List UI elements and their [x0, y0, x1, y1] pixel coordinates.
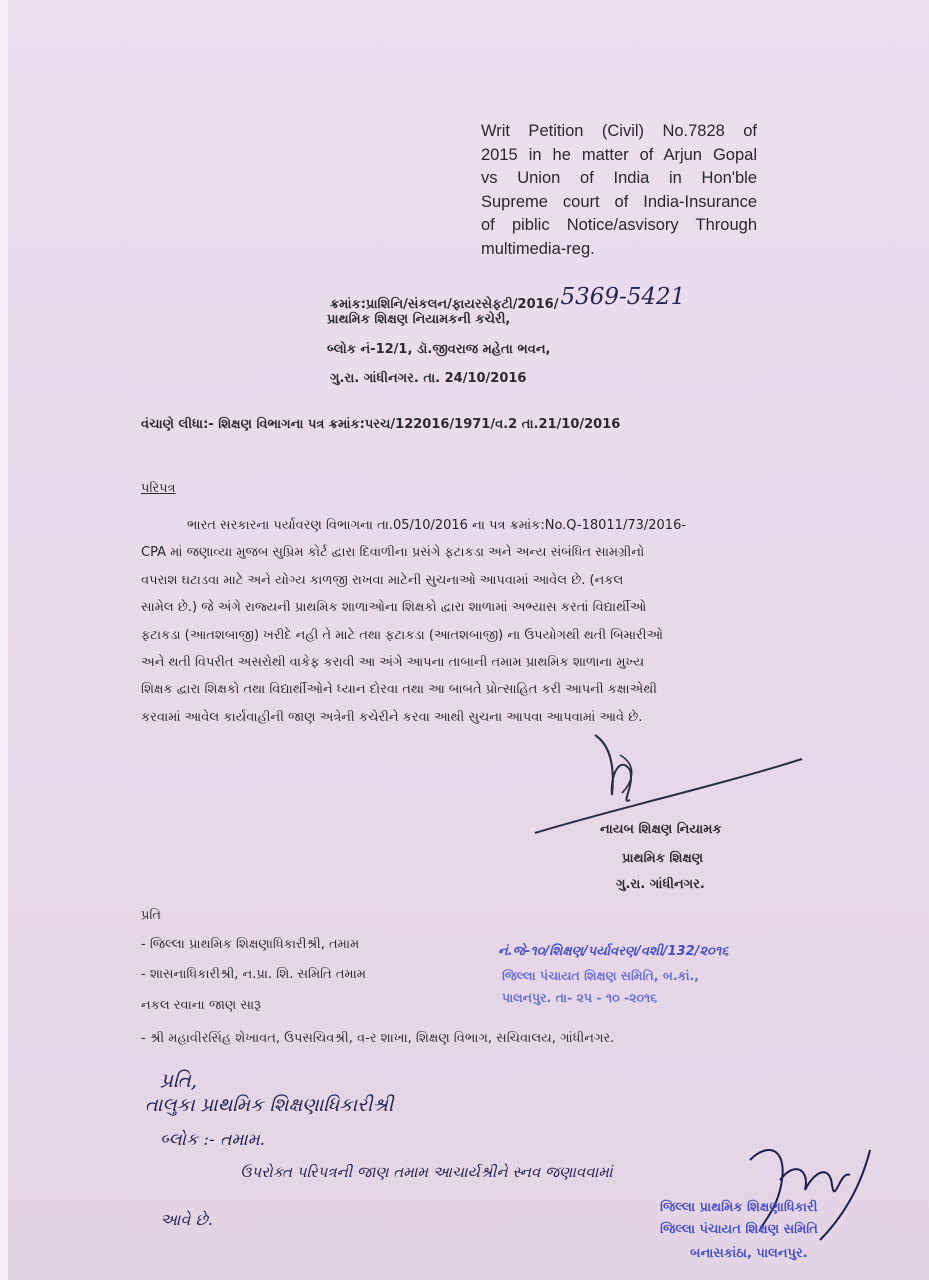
subject-line: multimedia-reg.	[481, 239, 595, 258]
subject-block	[481, 120, 757, 261]
to-label: પ્રતિ	[141, 908, 161, 923]
reference-read: વંચાણે લીધા:- શિક્ષણ વિભાગના પત્ર ક્રમાંક:પરચ/122016/1971/વ.2 તા.21/10/2016	[141, 417, 621, 432]
office-name: પ્રાથમિક શિક્ષણ નિયામકની કચેરી,	[327, 312, 511, 327]
inward-stamp-number: નં.જે-૧૦/શિક્ષણ/પર્યાવરણ/વશી/132/૨૦૧૬	[498, 944, 729, 959]
ref-number-printed: ક્રમાંક:પ્રાશિનિ/સંકલન/ફાયરસેફટી/2016/	[330, 297, 559, 312]
body-line: ભારત સરકારના પર્યાવરણ વિભાગના તા.05/10/2016 ના પત્ર ક્રમાંક:No.Q-18011/73/2016-	[187, 518, 687, 533]
circular-body	[141, 512, 761, 731]
note-body-end: આવે છે.	[160, 1210, 213, 1229]
subject-line: of piblic Notice/asvisory Through	[481, 216, 757, 234]
body-line: શિક્ષક દ્વારા શિક્ષકો તથા વિદ્યાર્થીઓને ધ્યાન દોરવા તથા આ બાબતે પ્રોત્સાહિત કરી આપની કક્ષાએથી	[141, 682, 657, 698]
body-line: કરવામાં આવેલ કાર્યવાહીની જાણ અત્રેની કચેરીને કરવા આથી સુચના આપવા આપવામાં આવે છે.	[141, 709, 643, 725]
note-block: બ્લોક :- તમામ.	[160, 1130, 265, 1150]
ref-number-handwritten: 5369-5421	[560, 284, 686, 310]
subject-line: Writ Petition (Civil) No.7828 of	[481, 122, 757, 140]
body-line: ફટાકડા (આતશબાજી) ખરીદે નહી તે માટે તથા ફટાકડા (આતશબાજી) ના ઉપયોગથી થતી બિમારીઓ	[141, 627, 663, 643]
officer-stamp-dept: જિલ્લા પંચાયત શિક્ષણ સમિતિ	[660, 1222, 818, 1237]
ref-number	[330, 284, 686, 314]
doc-type-heading: પરિપત્ર	[141, 481, 176, 496]
note-to: પ્રતિ,	[160, 1068, 198, 1092]
officer-stamp-place: બનાસકાંઠા, પાલનપુર.	[690, 1246, 808, 1261]
paper-edge	[0, 0, 8, 1280]
office-block: બ્લોક નં-12/1, ડૉ.જીવરાજ મહેતા ભવન,	[327, 342, 551, 357]
copy-label: નકલ રવાના જાણ સારૂ	[141, 998, 261, 1013]
body-line: વપરાશ ઘટાડવા માટે અને યોગ્ય કાળજી રાખવા માટેની સુચનાઓ આપવામાં આવેલ છે. (નકલ	[141, 572, 624, 588]
officer-stamp-title: જિલ્લા પ્રાથમિક શિક્ષણાધિકારી	[660, 1200, 818, 1215]
body-line: સામેલ છે.) જે અંગે રાજ્યની પ્રાથમિક શાળાઓના શિક્ષકો દ્વારા શાળામાં અભ્યાસ કરતાં વિદ્યાર્થીઓ	[141, 600, 647, 616]
signatory-dept: પ્રાથમિક શિક્ષણ	[622, 851, 704, 866]
inward-stamp-date: પાલનપુર. તા- ૨૫ - ૧૦ -૨૦૧૬	[502, 990, 658, 1005]
recipient-line: - શાસનાધિકારીશ્રી, ન.પ્રા. શિ. સમિતિ તમામ	[141, 967, 366, 982]
recipient-line: - જિલ્લા પ્રાથમિક શિક્ષણાધિકારીશ્રી, તમામ	[141, 937, 360, 952]
signatory-place: ગુ.રા. ગાંધીનગર.	[616, 877, 705, 892]
subject-line: 2015 in he matter of Arjun Gopal	[481, 145, 757, 164]
body-line: અને થતી વિપરીત અસરોથી વાકેફ કરાવી આ અંગે આપના તાબાની તમામ પ્રાથમિક શાળાના મુખ્ય	[141, 655, 645, 671]
office-city-date: ગુ.રા. ગાંધીનગર. તા. 24/10/2016	[330, 371, 527, 386]
signatory-title: નાયબ શિક્ષણ નિયામક	[600, 822, 722, 837]
subject-line: vs Union of India in Hon'ble	[481, 169, 757, 187]
subject-line: Supreme court of India-Insurance	[481, 192, 757, 211]
inward-stamp-office: જિલ્લા પંચાયત શિક્ષણ સમિતિ, બ.કાં.,	[502, 968, 700, 983]
body-line: CPA માં જણાવ્યા મુજબ સુપ્રિમ કોર્ટ દ્વારા દિવાળીના પ્રસંગે ફટાકડા અને અન્ય સંબંધિત સામગ્રીનો	[141, 545, 645, 561]
note-recipient: તાલુકા પ્રાથમિક શિક્ષણાધિકારીશ્રી	[145, 1094, 394, 1116]
note-body: ઉપરોક્ત પરિપત્રની જાણ તમામ આચાર્યશ્રીને સ્નવ જણાવવામાં	[240, 1163, 613, 1181]
copy-to-line: - શ્રી મહાવીરસિંહ શેખાવત, ઉપસચિવશ્રી, વ-ર શાખા, શિક્ષણ વિભાગ, સચિવાલય, ગાંધીનગર.	[141, 1031, 615, 1046]
